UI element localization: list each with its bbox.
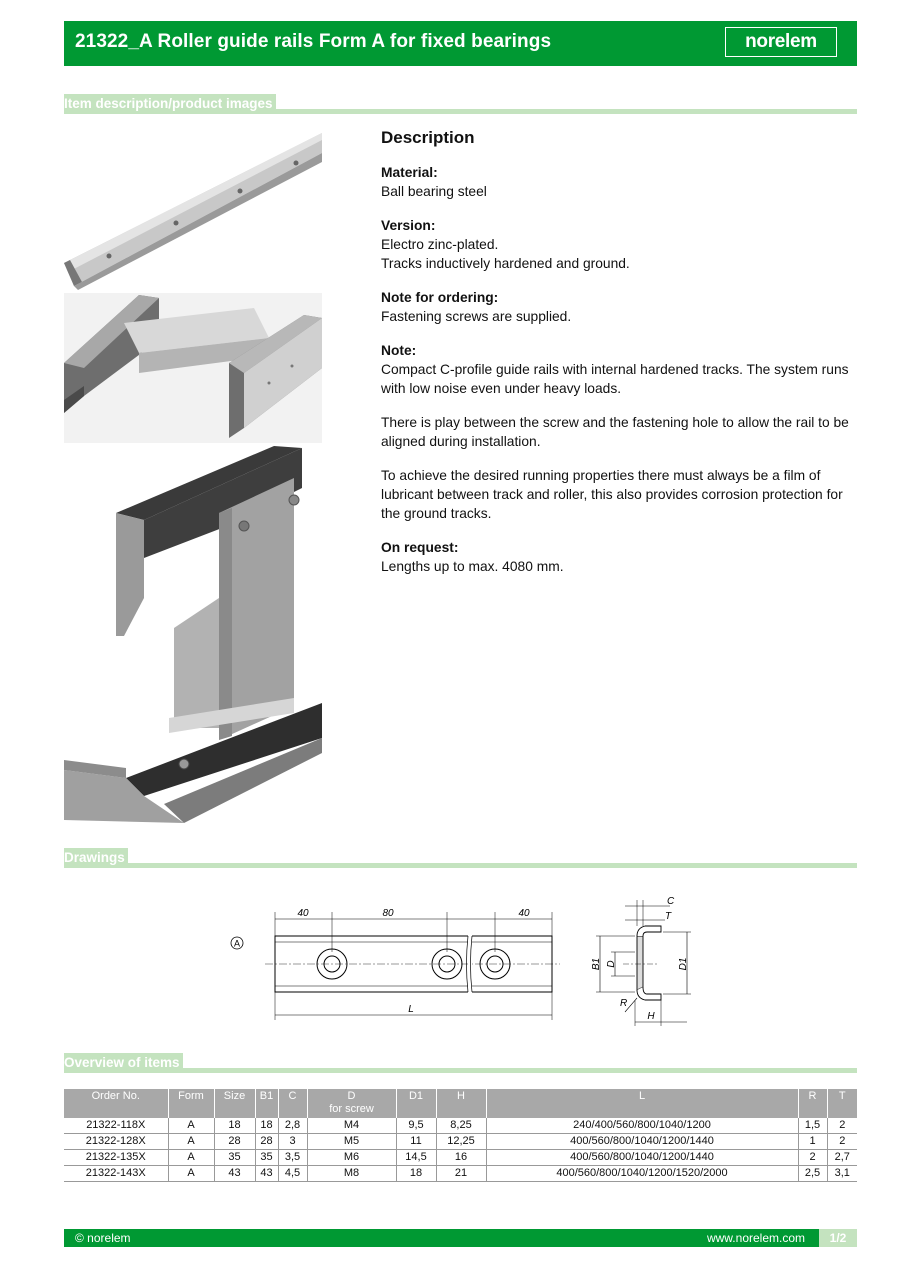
- table-cell: 28: [255, 1134, 278, 1150]
- version-line-2: Tracks inductively hardened and ground.: [381, 256, 630, 271]
- table-cell: 3: [278, 1134, 307, 1150]
- table-cell: 8,25: [436, 1118, 486, 1134]
- dim-40-right: 40: [518, 908, 530, 919]
- copyright: © norelem: [75, 1231, 131, 1245]
- table-cell: 3,5: [278, 1150, 307, 1166]
- dim-R: R: [620, 998, 628, 1009]
- col-l: L: [486, 1089, 798, 1118]
- dim-80: 80: [382, 908, 394, 919]
- col-c: C: [278, 1089, 307, 1118]
- table-cell: 2,8: [278, 1118, 307, 1134]
- table-cell: 2,7: [827, 1150, 857, 1166]
- page-number: 1/2: [819, 1229, 857, 1247]
- table-cell: 43: [255, 1166, 278, 1182]
- table-cell: 21: [436, 1166, 486, 1182]
- table-cell: 43: [214, 1166, 255, 1182]
- table-cell: 400/560/800/1040/1200/1440: [486, 1134, 798, 1150]
- material-label: Material:: [381, 165, 438, 180]
- table-cell: 2,5: [798, 1166, 827, 1182]
- description-block: [381, 128, 861, 591]
- website-link[interactable]: www.norelem.com: [706, 1231, 805, 1245]
- table-row: [64, 1118, 857, 1134]
- col-d1: D1: [396, 1089, 436, 1118]
- col-form: Form: [168, 1089, 214, 1118]
- page-footer: [64, 1229, 857, 1247]
- table-cell: 21322-135X: [64, 1150, 168, 1166]
- table-cell: 16: [436, 1150, 486, 1166]
- table-cell: M5: [307, 1134, 396, 1150]
- version-line-1: Electro zinc-plated.: [381, 237, 499, 252]
- table-cell: 21322-143X: [64, 1166, 168, 1182]
- table-row: [64, 1166, 857, 1182]
- assembly-image: [64, 446, 322, 823]
- table-cell: 14,5: [396, 1150, 436, 1166]
- table-cell: 1,5: [798, 1118, 827, 1134]
- description-heading: Description: [381, 128, 475, 147]
- col-b1: B1: [255, 1089, 278, 1118]
- dim-B1: B1: [591, 957, 602, 971]
- version-label: Version:: [381, 218, 436, 233]
- table-cell: 18: [396, 1166, 436, 1182]
- table-cell: 400/560/800/1040/1200/1520/2000: [486, 1166, 798, 1182]
- col-order-no: Order No.: [64, 1089, 168, 1118]
- section-drawings: [64, 846, 857, 868]
- dim-C: C: [667, 896, 675, 907]
- table-cell: 2: [827, 1134, 857, 1150]
- carriage-image: [64, 293, 322, 443]
- page-title: 21322_A Roller guide rails Form A for fixed bearings: [75, 31, 552, 52]
- request-text: Lengths up to max. 4080 mm.: [381, 559, 564, 574]
- table-cell: M6: [307, 1150, 396, 1166]
- norelem-logo: norelem: [725, 27, 837, 57]
- dim-L: L: [408, 1004, 414, 1015]
- table-cell: 18: [214, 1118, 255, 1134]
- table-cell: 2: [798, 1150, 827, 1166]
- request-label: On request:: [381, 540, 459, 555]
- table-cell: 35: [214, 1150, 255, 1166]
- page-header: [64, 21, 857, 66]
- table-cell: 4,5: [278, 1166, 307, 1182]
- technical-drawing: [225, 892, 705, 1032]
- section-title: Drawings: [64, 848, 128, 868]
- table-cell: M4: [307, 1118, 396, 1134]
- table-cell: 21322-118X: [64, 1118, 168, 1134]
- material-text: Ball bearing steel: [381, 184, 487, 199]
- table-cell: 28: [214, 1134, 255, 1150]
- col-h: H: [436, 1089, 486, 1118]
- ordering-text: Fastening screws are supplied.: [381, 309, 572, 324]
- ordering-label: Note for ordering:: [381, 290, 499, 305]
- product-images: [64, 128, 322, 828]
- table-cell: 400/560/800/1040/1200/1440: [486, 1150, 798, 1166]
- table-cell: 11: [396, 1134, 436, 1150]
- table-cell: A: [168, 1150, 214, 1166]
- section-title: Item description/product images: [64, 94, 276, 114]
- dim-D1: D1: [678, 957, 689, 971]
- table-cell: 3,1: [827, 1166, 857, 1182]
- section-item-description: [64, 92, 857, 114]
- table-row: [64, 1150, 857, 1166]
- col-size: Size: [214, 1089, 255, 1118]
- table-cell: M8: [307, 1166, 396, 1182]
- note-label: Note:: [381, 343, 417, 358]
- dim-H: H: [647, 1011, 655, 1022]
- dim-40-left: 40: [297, 908, 309, 919]
- dim-D: D: [606, 960, 617, 968]
- section-title: Overview of items: [64, 1053, 183, 1073]
- note-paragraph-3: To achieve the desired running properties there must always be a film of lubricant between track and roller, this also provides corrosion protection for the ground tracks.: [381, 468, 843, 521]
- table-cell: 12,25: [436, 1134, 486, 1150]
- table-cell: 9,5: [396, 1118, 436, 1134]
- table-cell: A: [168, 1134, 214, 1150]
- col-r: R: [798, 1089, 827, 1118]
- col-d: D for screw: [307, 1089, 396, 1118]
- table-row: [64, 1134, 857, 1150]
- items-table: [64, 1089, 857, 1182]
- table-cell: A: [168, 1118, 214, 1134]
- col-d-subheader: for screw: [329, 1103, 374, 1115]
- table-cell: 240/400/560/800/1040/1200: [486, 1118, 798, 1134]
- table-header-row: [64, 1089, 857, 1118]
- note-paragraph-1: Compact C-profile guide rails with internal hardened tracks. The system runs with low noise even under heavy loads.: [381, 362, 849, 396]
- table-cell: 1: [798, 1134, 827, 1150]
- table-cell: 21322-128X: [64, 1134, 168, 1150]
- form-marker: A: [233, 938, 241, 949]
- dim-T: T: [665, 911, 672, 922]
- table-cell: A: [168, 1166, 214, 1182]
- table-cell: 2: [827, 1118, 857, 1134]
- section-overview: [64, 1051, 857, 1073]
- col-t: T: [827, 1089, 857, 1118]
- table-cell: 18: [255, 1118, 278, 1134]
- rail-image: [64, 133, 322, 290]
- table-cell: 35: [255, 1150, 278, 1166]
- note-paragraph-2: There is play between the screw and the fastening hole to allow the rail to be aligned during installation.: [381, 415, 849, 449]
